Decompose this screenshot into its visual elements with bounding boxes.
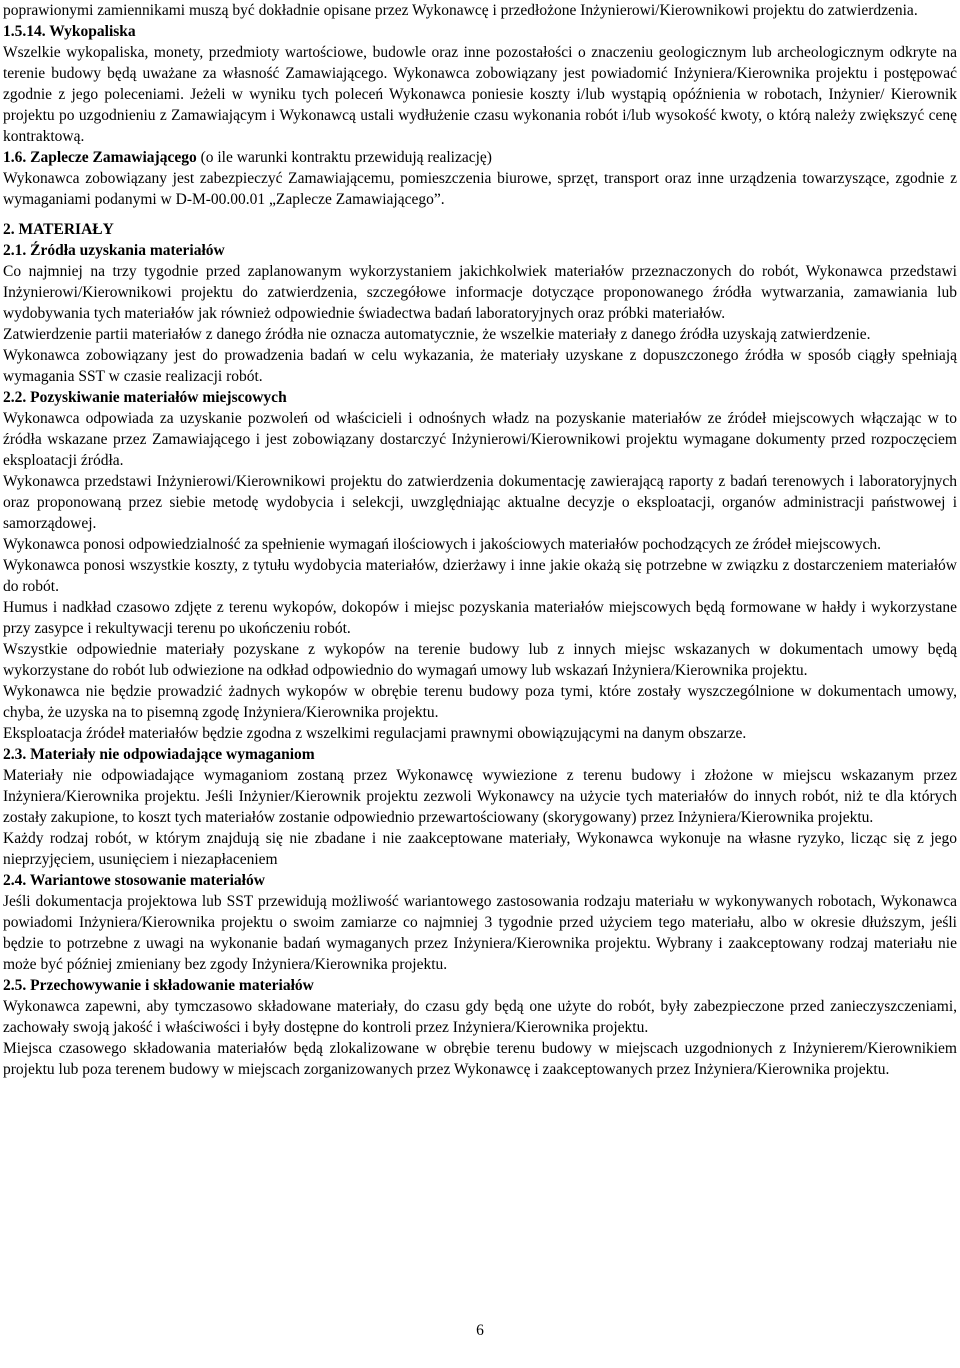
heading-2-3: 2.3. Materiały nie odpowiadające wymaganiom	[3, 746, 315, 763]
paragraph: Wszystkie odpowiednie materiały pozyskane z wykopów na terenie budowy lub z innych miejsc wskazanych w dokumentach umowy będą wykorzystane do robót lub odwiezione na odkład odpowiednio do wymagań umowy lub wskazań Inżyniera/Kierownika projektu.	[3, 641, 957, 679]
heading-1-6	[3, 147, 957, 168]
paragraph: Wykonawca ponosi odpowiedzialność za spełnienie wymagań ilościowych i jakościowych materiałów pochodzących ze źródeł miejscowych.	[3, 536, 881, 553]
paragraph: Wszelkie wykopaliska, monety, przedmioty wartościowe, budowle oraz inne pozostałości o znaczeniu geologicznym lub archeologicznym odkryte na terenie budowy będą uważane za własność Zamawiającego. Wykonawca zobowiązany jest powiadomić Inżyniera/Kierownika projektu i postępować zgodnie z jego poleceniami. Jeżeli w wyniku tych poleceń Wykonawca poniesie koszty i/lub wystąpią opóźnienia w robotach, Inżynier/ Kierownik projektu po uzgodnieniu z Zamawiającym i Wykonawcą ustali wydłużenie czasu wykonania robót i/lub wysokość kwoty, o którą należy zwiększyć cenę kontraktową.	[3, 44, 957, 145]
spacer	[3, 210, 957, 219]
heading-2-4: 2.4. Wariantowe stosowanie materiałów	[3, 872, 265, 889]
paragraph: Materiały nie odpowiadające wymaganiom zostaną przez Wykonawcę wywiezione z terenu budowy i złożone w miejscu wskazanym przez Inżyniera/Kierownika projektu. Jeśli Inżynier/Kierownik projektu zezwoli Wykonawcy na użycie tych materiałów do innych robót, niż te dla których zostały zakupione, to koszt tych materiałów zostanie odpowiednio przewartościowany (skorygowany) przez Inżyniera/Kierownika projektu.	[3, 767, 957, 826]
heading-1-5-14: 1.5.14. Wykopaliska	[3, 23, 136, 40]
paragraph: Humus i nadkład czasowo zdjęte z terenu wykopów, dokopów i miejsc pozyskania materiałów miejscowych będą formowane w hałdy i wykorzystane przy zasypce i rekultywacji terenu po ukończeniu robót.	[3, 599, 957, 637]
paragraph: Wykonawca zobowiązany jest do prowadzenia badań w celu wykazania, że materiały uzyskane z dopuszczonego źródła w sposób ciągły spełniają wymagania SST w czasie realizacji robót.	[3, 347, 957, 385]
paragraph: Zatwierdzenie partii materiałów z danego źródła nie oznacza automatycznie, że wszelkie materiały z danego źródła uzyskają zatwierdzenie.	[3, 326, 871, 343]
paragraph: Każdy rodzaj robót, w którym znajdują się nie zbadane i nie zaakceptowane materiały, Wykonawca wykonuje na własne ryzyko, licząc się z jego nieprzyjęciem, usunięciem i niezapłaceniem	[3, 830, 957, 868]
paragraph: Wykonawca zapewni, aby tymczasowo składowane materiały, do czasu gdy będą one użyte do robót, były zabezpieczone przed zanieczyszczeniami, zachowały swoją jakość i właściwości i były dostępne do kontroli przez Inżyniera/Kierownika projektu.	[3, 998, 957, 1036]
paragraph: Miejsca czasowego składowania materiałów będą zlokalizowane w obrębie terenu budowy w miejscach uzgodnionych z Inżynierem/Kierownikiem projektu lub poza terenem budowy w miejscach zorganizowanych przez Wykonawcę i zaakceptowanych przez Inżyniera/Kierownika projektu.	[3, 1040, 957, 1078]
paragraph: Wykonawca odpowiada za uzyskanie pozwoleń od właścicieli i odnośnych władz na pozyskanie materiałów ze źródeł miejscowych włączając w to źródła wskazane przez Zamawiającego i jest zobowiązany dostarczyć Inżynierowi/Kierownikowi projektu wymagane dokumenty przed rozpoczęciem eksploatacji źródła.	[3, 410, 957, 469]
heading-1-6-title: 1.6. Zaplecze Zamawiającego	[3, 149, 197, 166]
heading-2-2: 2.2. Pozyskiwanie materiałów miejscowych	[3, 389, 287, 406]
paragraph: Jeśli dokumentacja projektowa lub SST przewidują możliwość wariantowego zastosowania rodzaju materiału w wykonywanych robotach, Wykonawca powiadomi Inżyniera/Kierownika projektu o swoim zamiarze co najmniej 3 tygodnie przed użyciem tego materiału, albo w okresie dłuższym, jeśli będzie to potrzebne z uwagi na wykonanie badań wymaganych przez Inżyniera/Kierownika projektu. Wybrany i zaakceptowany rodzaj materiału nie może być później zmieniany bez zgody Inżyniera/Kierownika projektu.	[3, 893, 957, 973]
paragraph: Wykonawca przedstawi Inżynierowi/Kierownikowi projektu do zatwierdzenia dokumentację zawierającą raporty z badań terenowych i laboratoryjnych oraz proponowaną przez siebie metodę wydobycia i selekcji, uwzględniając aktualne decyzje o eksploatacji, organów administracji państwowej i samorządowej.	[3, 473, 957, 532]
paragraph: Wykonawca zobowiązany jest zabezpieczyć Zamawiającemu, pomieszczenia biurowe, sprzęt, transport oraz inne urządzenia towarzyszące, zgodnie z wymaganiami podanymi w D-M-00.00.01 „Zaplecze Zamawiającego”.	[3, 170, 957, 208]
intro-paragraph: poprawionymi zamiennikami muszą być dokładnie opisane przez Wykonawcę i przedłożone Inżynierowi/Kierownikowi projektu do zatwierdzenia.	[3, 2, 918, 19]
page-number: 6	[476, 1322, 484, 1339]
heading-1-6-note: (o ile warunki kontraktu przewidują realizację)	[196, 149, 492, 166]
heading-2-5: 2.5. Przechowywanie i składowanie materiałów	[3, 977, 314, 994]
paragraph: Eksploatacja źródeł materiałów będzie zgodna z wszelkimi regulacjami prawnymi obowiązującymi na danym obszarze.	[3, 725, 747, 742]
paragraph: Wykonawca nie będzie prowadzić żadnych wykopów w obrębie terenu budowy poza tymi, które zostały wyszczególnione w dokumentach umowy, chyba, że uzyska na to pisemną zgodę Inżyniera/Kierownika projektu.	[3, 683, 957, 721]
heading-2-1: 2.1. Źródła uzyskania materiałów	[3, 242, 225, 259]
document-page	[3, 0, 957, 1080]
paragraph: Co najmniej na trzy tygodnie przed zaplanowanym wykorzystaniem jakichkolwiek materiałów przeznaczonych do robót, Wykonawca przedstawi Inżynierowi/Kierownikowi projektu do zatwierdzenia, szczegółowe informacje dotyczące proponowanego źródła wytwarzania, zamawiania lub wydobywania tych materiałów jak również odpowiednie świadectwa badań laboratoryjnych oraz próbki materiałów.	[3, 263, 957, 322]
paragraph: Wykonawca ponosi wszystkie koszty, z tytułu wydobycia materiałów, dzierżawy i inne jakie okażą się potrzebne w związku z dostarczeniem materiałów do robót.	[3, 557, 957, 595]
heading-2: 2. MATERIAŁY	[3, 221, 114, 238]
